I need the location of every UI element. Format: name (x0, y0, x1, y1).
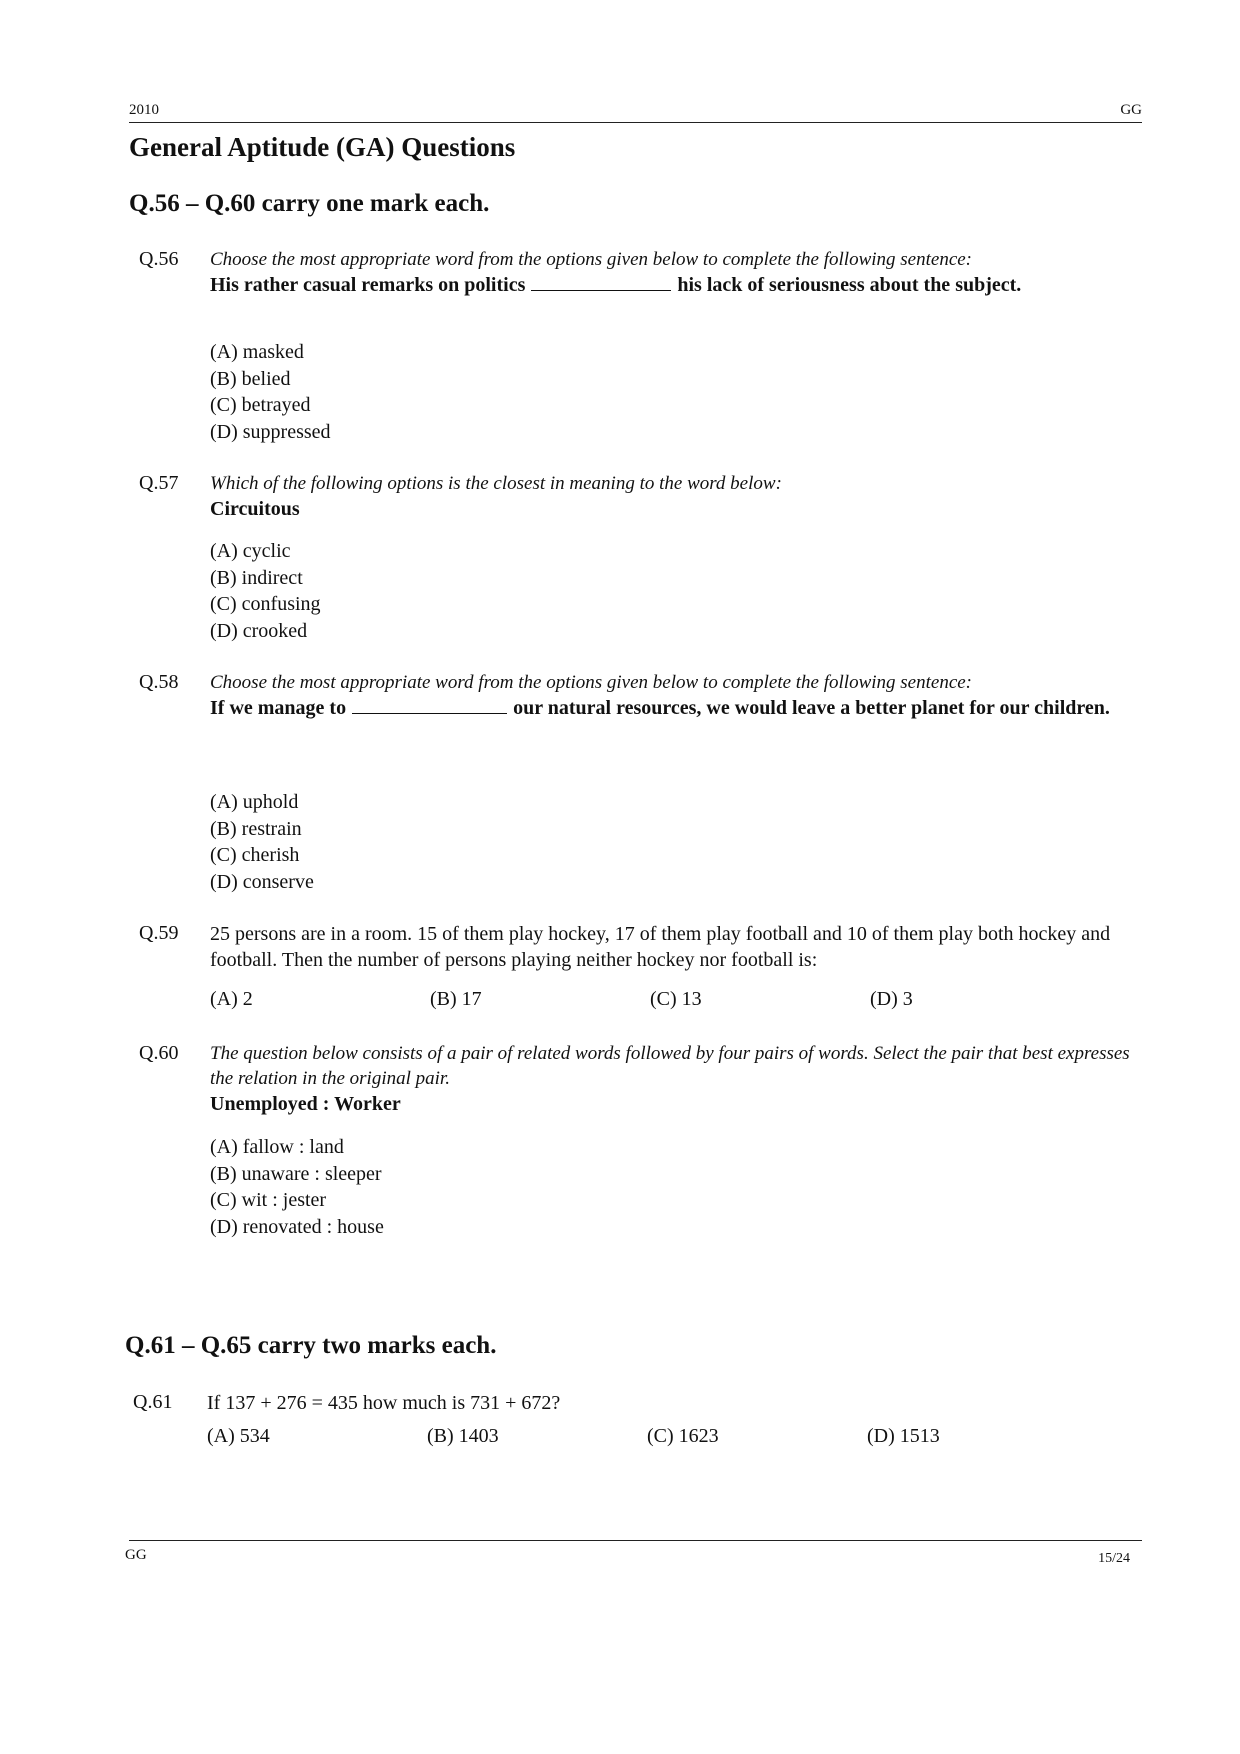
question-56-prompt: Choose the most appropriate word from the options given below to complete the following sentence: (210, 249, 973, 270)
option-c[interactable]: (C) wit : jester (210, 1189, 327, 1211)
page-number: 15/24 (1098, 1551, 1130, 1566)
section-heading-one-mark: Q.56 – Q.60 carry one mark each. (129, 190, 490, 217)
question-57-word: Circuitous (210, 498, 300, 520)
question-56-options (210, 339, 331, 445)
header-divider (129, 122, 1142, 123)
question-58 (210, 670, 1130, 721)
option-a[interactable]: (A) masked (210, 341, 304, 363)
option-d[interactable]: (D) 1513 (867, 1425, 940, 1447)
question-58-sentence (210, 695, 1130, 721)
question-number-56: Q.56 (139, 248, 179, 270)
question-56 (210, 247, 1130, 298)
question-number-61: Q.61 (133, 1391, 173, 1413)
question-60-options (210, 1134, 384, 1240)
option-b[interactable]: (B) indirect (210, 566, 303, 589)
question-56-sentence (210, 272, 1130, 298)
option-c[interactable]: (C) cherish (210, 844, 300, 866)
question-number-57: Q.57 (139, 472, 179, 494)
question-59-text: 25 persons are in a room. 15 of them play hockey, 17 of them play football and 10 of them play both hockey and football. Then the number of persons playing neither hockey nor football is: (210, 923, 1111, 971)
option-a[interactable]: (A) 2 (210, 988, 253, 1010)
option-b[interactable]: (B) restrain (210, 817, 302, 840)
option-b[interactable]: (B) 1403 (427, 1425, 499, 1447)
option-c[interactable]: (C) 13 (650, 988, 702, 1010)
option-a[interactable]: (A) uphold (210, 791, 299, 813)
question-57-options (210, 538, 321, 644)
header-paper-code: GG (1120, 102, 1142, 118)
option-b[interactable]: (B) unaware : sleeper (210, 1162, 382, 1185)
question-number-60: Q.60 (139, 1042, 179, 1064)
question-number-58: Q.58 (139, 671, 179, 693)
option-a[interactable]: (A) cyclic (210, 540, 291, 562)
option-b[interactable]: (B) belied (210, 367, 291, 390)
question-61-text: If 137 + 276 = 435 how much is 731 + 672? (207, 1392, 561, 1414)
sentence-after-blank: his lack of seriousness about the subject. (677, 274, 1022, 296)
question-58-prompt: Choose the most appropriate word from the options given below to complete the following sentence: (210, 672, 973, 693)
sentence-before-blank: If we manage to (210, 697, 347, 719)
footer-divider (129, 1540, 1142, 1541)
question-60 (210, 1041, 1130, 1117)
option-c[interactable]: (C) confusing (210, 593, 321, 615)
footer-paper-code: GG (125, 1547, 147, 1563)
sentence-before-blank: His rather casual remarks on politics (210, 274, 526, 296)
option-d[interactable]: (D) renovated : house (210, 1215, 384, 1238)
option-d[interactable]: (D) 3 (870, 988, 913, 1010)
question-58-options (210, 789, 314, 895)
option-a[interactable]: (A) fallow : land (210, 1136, 344, 1158)
question-57-prompt: Which of the following options is the closest in meaning to the word below: (210, 473, 782, 494)
option-a[interactable]: (A) 534 (207, 1425, 270, 1447)
option-c[interactable]: (C) 1623 (647, 1425, 719, 1447)
option-d[interactable]: (D) crooked (210, 619, 308, 642)
sentence-after-blank: our natural resources, we would leave a better planet for our children. (513, 697, 1110, 719)
question-60-prompt: The question below consists of a pair of related words followed by four pairs of words. Select the pair that best expresses the relation in the original pair. (210, 1043, 1130, 1089)
page-title: General Aptitude (GA) Questions (129, 132, 516, 162)
answer-blank (352, 713, 507, 714)
answer-blank (531, 290, 671, 291)
question-57 (210, 471, 1130, 522)
option-d[interactable]: (D) conserve (210, 870, 314, 893)
question-60-pair: Unemployed : Worker (210, 1093, 401, 1115)
option-d[interactable]: (D) suppressed (210, 420, 331, 443)
option-b[interactable]: (B) 17 (430, 988, 482, 1010)
section-heading-two-marks: Q.61 – Q.65 carry two marks each. (125, 1332, 497, 1359)
question-number-59: Q.59 (139, 922, 179, 944)
option-c[interactable]: (C) betrayed (210, 394, 311, 416)
header-year: 2010 (129, 102, 159, 118)
